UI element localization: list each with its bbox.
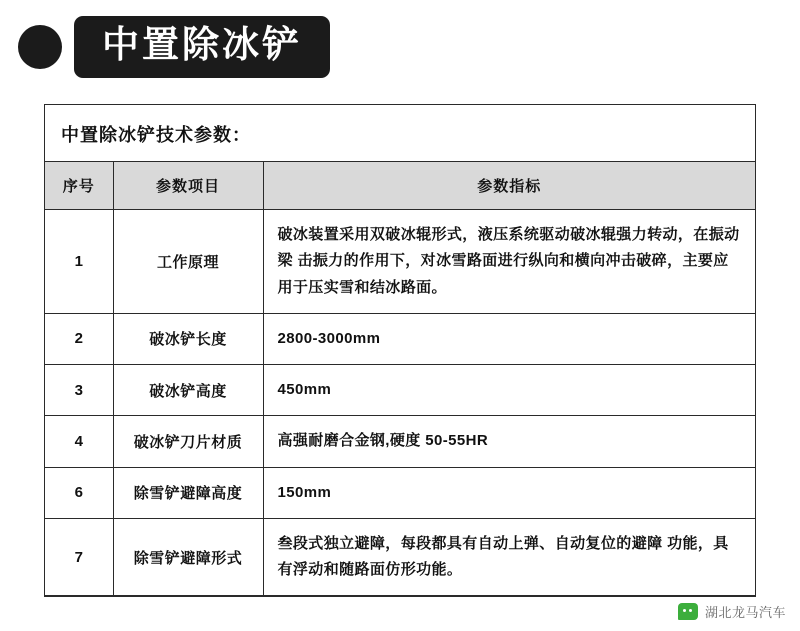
table-row — [45, 416, 755, 467]
circle-bullet-icon — [18, 25, 62, 69]
cell-item: 破冰铲高度 — [113, 365, 263, 416]
page-header — [18, 16, 330, 78]
cell-value: 450mm — [263, 365, 755, 416]
table-row — [45, 313, 755, 364]
table-row — [45, 467, 755, 518]
wechat-icon — [678, 603, 698, 620]
spec-table — [45, 162, 755, 596]
column-header-item: 参数项目 — [113, 162, 263, 210]
cell-value: 150mm — [263, 467, 755, 518]
table-row — [45, 210, 755, 314]
header-plate — [74, 16, 330, 79]
cell-item: 工作原理 — [113, 210, 263, 314]
cell-item: 除雪铲避障高度 — [113, 467, 263, 518]
column-header-no: 序号 — [45, 162, 113, 210]
cell-value: 高强耐磨合金钢,硬度 50-55HR — [263, 416, 755, 467]
table-header — [45, 162, 755, 210]
cell-no: 4 — [45, 416, 113, 467]
cell-item: 破冰铲刀片材质 — [113, 416, 263, 467]
cell-item: 破冰铲长度 — [113, 313, 263, 364]
table-row — [45, 518, 755, 596]
watermark-label: 湖北龙马汽车 — [704, 605, 786, 620]
table-caption: 中置除冰铲技术参数： — [45, 105, 755, 162]
column-header-value: 参数指标 — [263, 162, 755, 210]
cell-no: 1 — [45, 210, 113, 314]
watermark — [678, 602, 786, 621]
cell-value: 2800-3000mm — [263, 313, 755, 364]
page-title: 中置除冰铲 — [102, 23, 302, 65]
cell-value: 叁段式独立避障，每段都具有自动上弹、自动复位的避障 功能，具有浮动和随路面仿形功能。 — [263, 518, 755, 596]
cell-no: 3 — [45, 365, 113, 416]
spec-table-container — [44, 104, 756, 597]
table-row — [45, 365, 755, 416]
cell-no: 7 — [45, 518, 113, 596]
cell-item: 除雪铲避障形式 — [113, 518, 263, 596]
cell-value: 破冰装置采用双破冰辊形式，液压系统驱动破冰辊强力转动，在振动梁 击振力的作用下，对冰雪路面进行纵向和横向冲击破碎，主要应用于压实雪和结冰路面。 — [263, 210, 755, 314]
table-body — [45, 210, 755, 596]
table-header-row — [45, 162, 755, 210]
cell-no: 6 — [45, 467, 113, 518]
cell-no: 2 — [45, 313, 113, 364]
